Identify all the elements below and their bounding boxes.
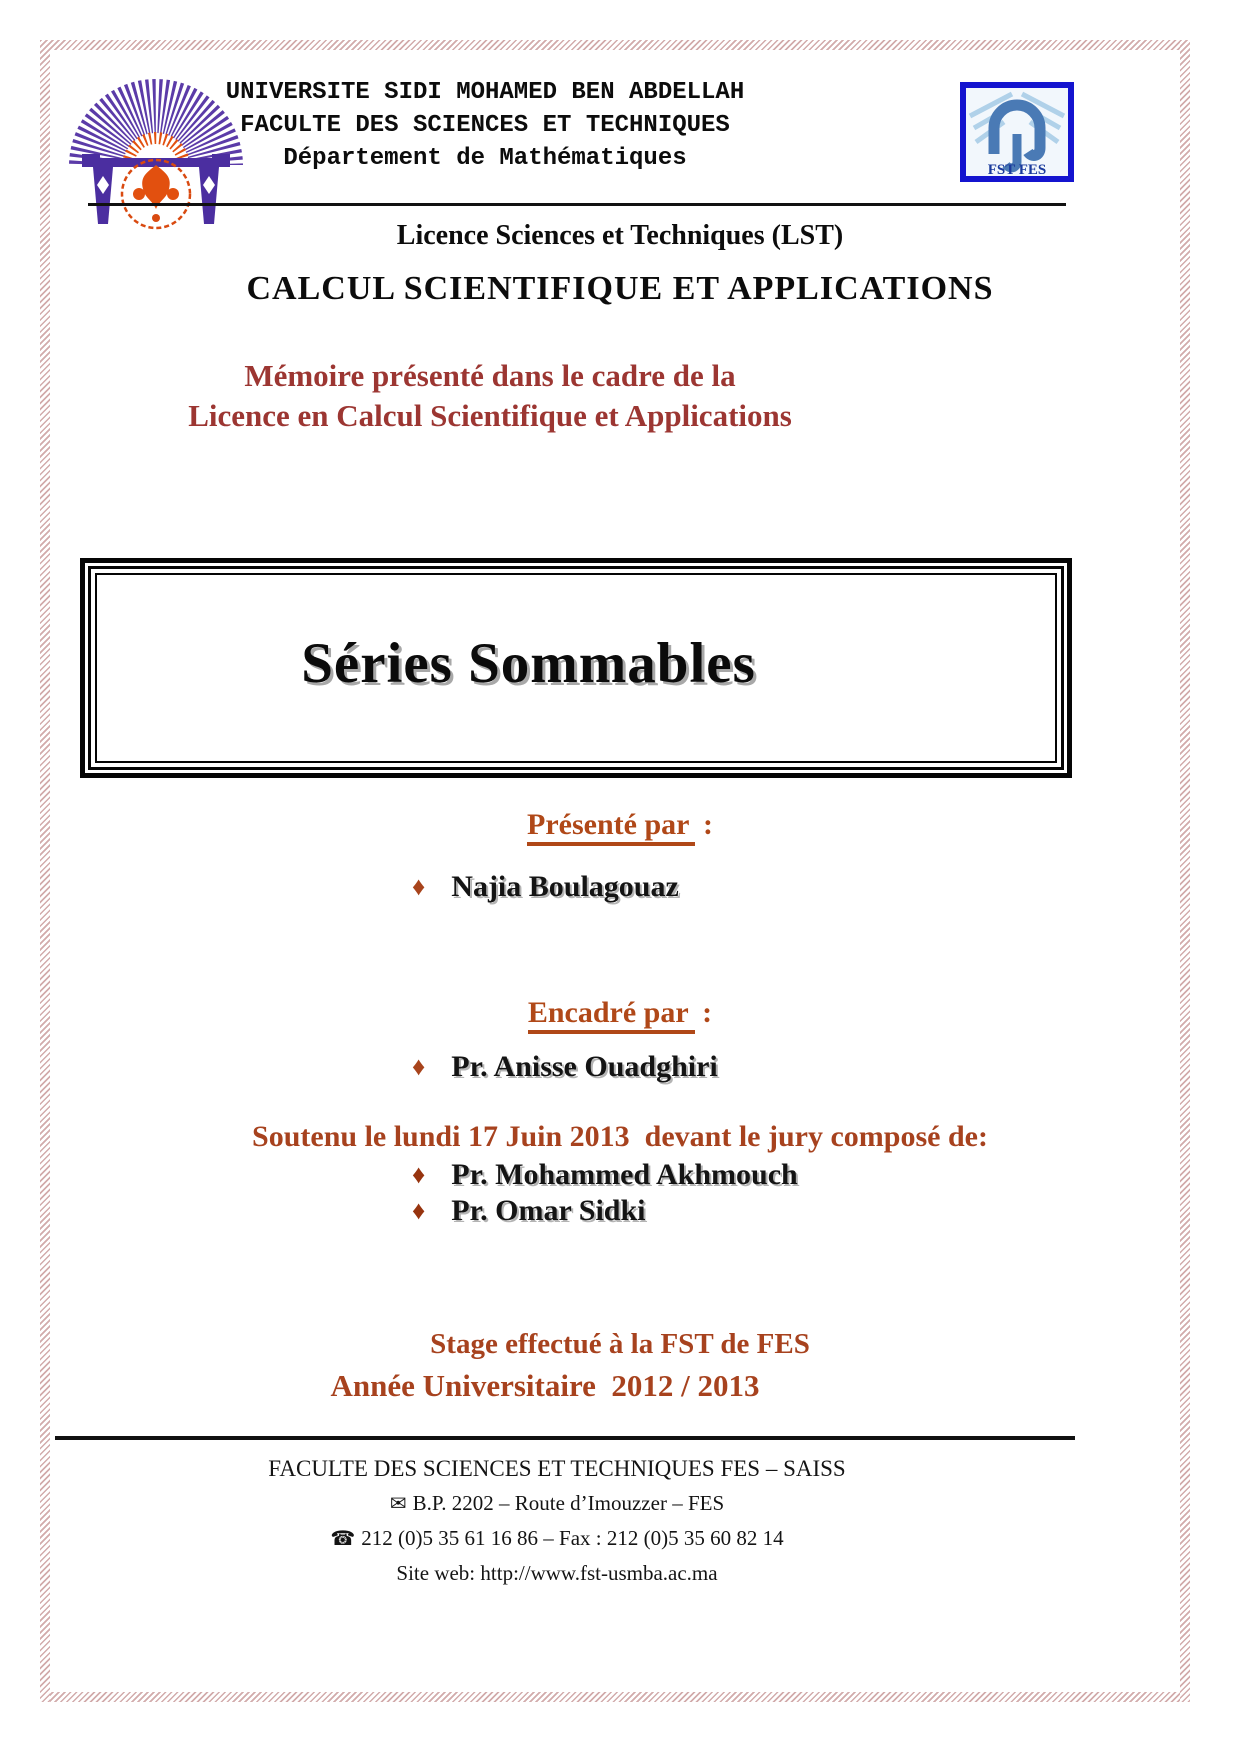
degree-title: CALCUL SCIENTIFIQUE ET APPLICATIONS xyxy=(246,270,994,307)
fst-fes-logo xyxy=(960,82,1074,182)
supervised-by-item xyxy=(412,1050,718,1084)
fst-logo-caption: FST FES xyxy=(987,162,1047,178)
page-border-bottom xyxy=(40,1692,1190,1702)
jury-intro: Soutenu le lundi 17 Juin 2013 devant le jury composé de: xyxy=(252,1120,988,1153)
footer-address-text: B.P. 2202 – Route d’Imouzzer – FES xyxy=(412,1491,725,1515)
page-border-top xyxy=(40,40,1190,50)
diamond-bullet-icon: ♦ xyxy=(412,1052,426,1081)
program-title: Licence Sciences et Techniques (LST) xyxy=(396,220,844,251)
supervised-by-label: Encadré par xyxy=(528,996,695,1034)
memoire-line-2: Licence en Calcul Scientifique et Applications xyxy=(188,398,792,433)
jury-member-name: Pr. Mohammed Akhmouch xyxy=(451,1158,798,1191)
footer-address-line xyxy=(50,1486,1064,1521)
footer-contact-block xyxy=(50,1452,1064,1590)
header-university-name: UNIVERSITE SIDI MOHAMED BEN ABDELLAH xyxy=(225,79,745,106)
header-department-name: Département de Mathématiques xyxy=(283,145,687,172)
presented-by-colon: : xyxy=(695,808,713,841)
footer-faculty-line: FACULTE DES SCIENCES ET TECHNIQUES FES – SAISS xyxy=(268,1456,846,1481)
presented-by-name: Najia Boulagouaz xyxy=(451,870,679,903)
footer-divider xyxy=(55,1436,1075,1440)
header-divider xyxy=(88,203,1066,206)
diamond-bullet-icon: ♦ xyxy=(412,872,426,901)
presented-by-item xyxy=(412,870,679,904)
supervised-by-colon: : xyxy=(694,996,713,1029)
presented-by-heading xyxy=(50,808,1190,842)
diamond-bullet-icon: ♦ xyxy=(412,1160,426,1189)
jury-member-item xyxy=(412,1158,798,1192)
supervisor-name: Pr. Anisse Ouadghiri xyxy=(451,1050,718,1083)
main-title: Séries Sommables xyxy=(301,631,756,695)
main-title-box xyxy=(80,558,1072,778)
page-border-left xyxy=(40,40,50,1702)
phone-icon: ☎ xyxy=(330,1528,356,1550)
footer-website-line: Site web: http://www.fst-usmba.ac.ma xyxy=(396,1561,718,1585)
footer-phone-text: 212 (0)5 35 61 16 86 – Fax : 212 (0)5 35 60 82 14 xyxy=(361,1526,784,1550)
header-faculty-name: FACULTE DES SCIENCES ET TECHNIQUES xyxy=(240,112,730,139)
footer-phone-line xyxy=(50,1521,1064,1556)
academic-year: Année Universitaire 2012 / 2013 xyxy=(330,1368,760,1403)
diamond-bullet-icon: ♦ xyxy=(412,1196,426,1225)
memoire-line-1: Mémoire présenté dans le cadre de la xyxy=(244,358,736,393)
memoire-subtitle xyxy=(50,356,930,436)
header-institution-block xyxy=(215,76,755,175)
supervised-by-heading xyxy=(50,996,1190,1030)
mail-icon: ✉ xyxy=(389,1493,407,1515)
stage-note: Stage effectué à la FST de FES xyxy=(430,1328,810,1360)
presented-by-label: Présenté par xyxy=(527,808,695,846)
jury-member-name: Pr. Omar Sidki xyxy=(451,1194,646,1227)
jury-member-item xyxy=(412,1194,646,1228)
